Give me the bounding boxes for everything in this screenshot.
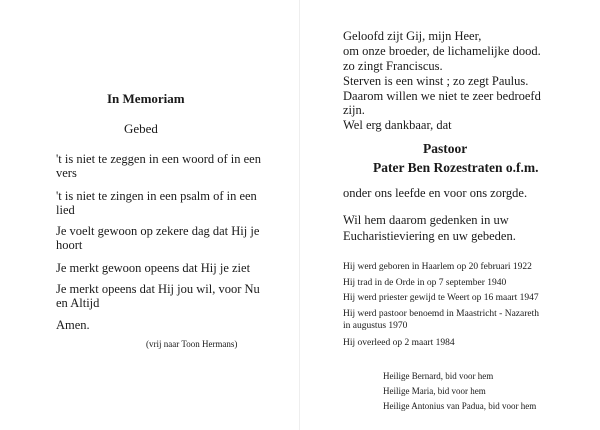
intro-line: zo zingt Franciscus. [343, 59, 443, 73]
remember-line: Eucharistieviering en uw gebeden. [343, 229, 516, 243]
role-title: Pastoor [423, 141, 468, 156]
prayer-title: Gebed [124, 121, 158, 136]
bio-line: in augustus 1970 [343, 321, 408, 331]
poem-stanza: 't is niet te zeggen in een woord of in een vers [56, 152, 261, 180]
bio-line: Hij werd pastoor benoemd in Maastricht - Nazareth [343, 309, 540, 319]
bio-line: Hij werd priester gewijd te Weert op 16 maart 1947 [343, 293, 539, 303]
bio-line: Hij werd geboren in Haarlem op 20 februari 1922 [343, 262, 532, 272]
remember-line: Wil hem daarom gedenken in uw [343, 213, 509, 227]
deceased-name: Pater Ben Rozestraten o.f.m. [373, 160, 539, 175]
intro-line: Geloofd zijt Gij, mijn Heer, [343, 29, 482, 43]
right-panel [300, 0, 600, 430]
poem-stanza: Je voelt gewoon op zekere dag dat Hij je hoort [56, 224, 260, 252]
poem-credit: (vrij naar Toon Hermans) [146, 339, 238, 349]
saint-invocation: Heilige Maria, bid voor hem [383, 386, 486, 396]
saint-invocation: Heilige Bernard, bid voor hem [383, 371, 494, 381]
care-line: onder ons leefde en voor ons zorgde. [343, 186, 528, 200]
poem-stanza: 't is niet te zingen in een psalm of in een lied [56, 189, 257, 217]
intro-line: om onze broeder, de lichamelijke dood. [343, 44, 541, 58]
intro-line: Wel erg dankbaar, dat [343, 118, 452, 132]
intro-line: Sterven is een winst ; zo zegt Paulus. [343, 74, 529, 88]
saint-invocation: Heilige Antonius van Padua, bid voor hem [383, 401, 537, 411]
memoriam-title: In Memoriam [107, 91, 185, 106]
poem-stanza: Je merkt opeens dat Hij jou wil, voor Nu en Altijd [56, 282, 260, 310]
poem-stanza: Je merkt gewoon opeens dat Hij je ziet [56, 261, 251, 275]
intro-line: zijn. [343, 103, 365, 117]
poem-stanza: Amen. [56, 318, 90, 332]
intro-line: Daarom willen we niet te zeer bedroefd [343, 89, 541, 103]
bio-line: Hij overleed op 2 maart 1984 [343, 338, 455, 348]
bio-line: Hij trad in de Orde in op 7 september 1940 [343, 278, 507, 288]
